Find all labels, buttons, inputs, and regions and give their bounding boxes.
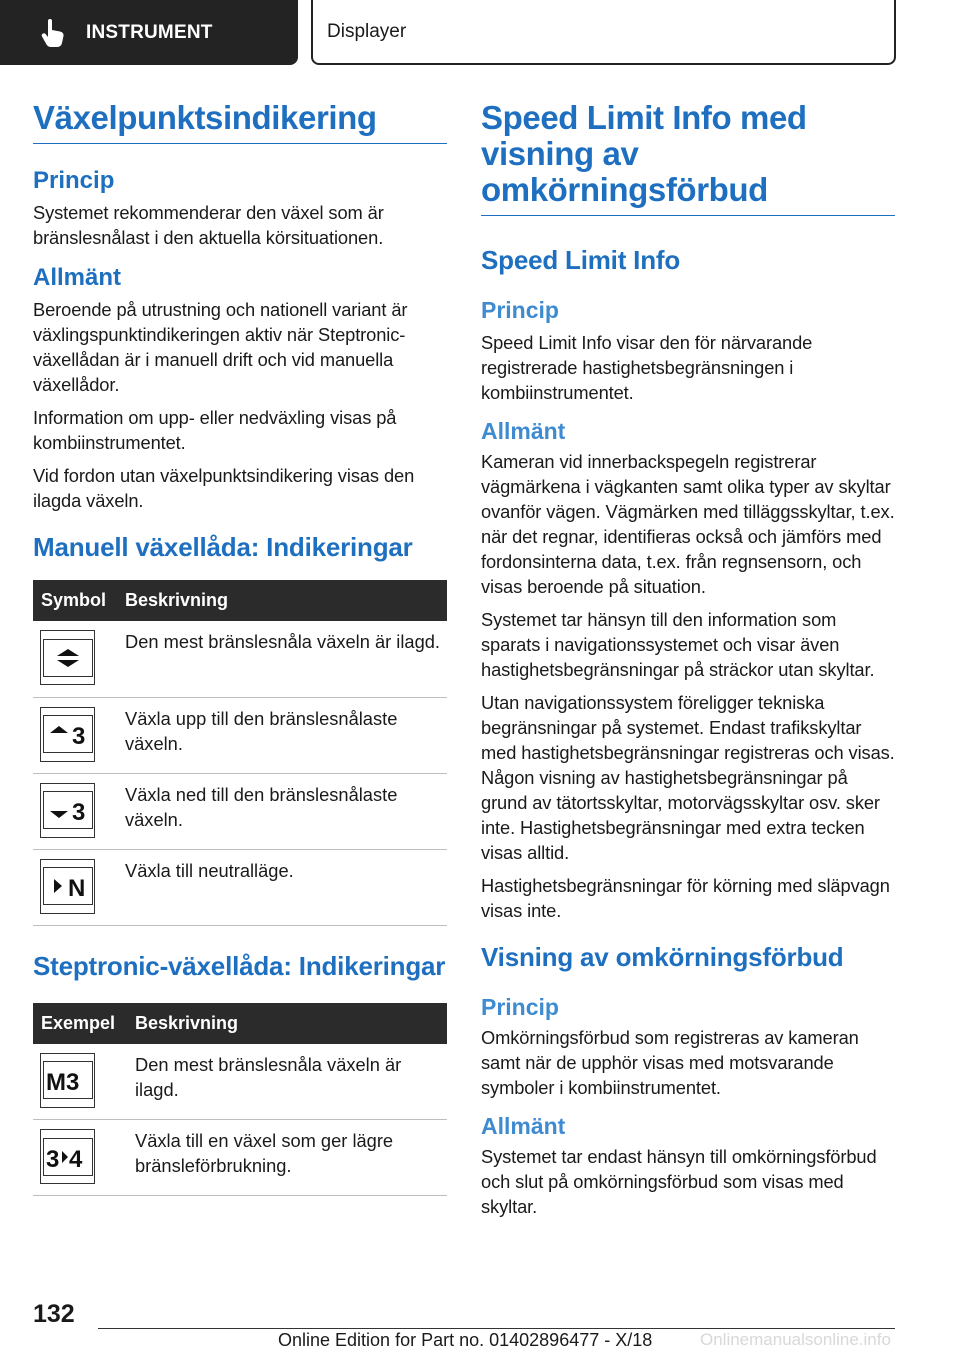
svg-text:4: 4 [68, 1145, 82, 1170]
manual-heading: Manuell växellåda: Indikeringar [33, 532, 413, 562]
sli-allmant-text-4: Hastighetsbegränsningar för körning med släpvagn visas inte. [481, 875, 890, 921]
sli-princip-text: Speed Limit Info visar den för närvarande registrerade hastighetsbegränsningen i kombiinstrumentet. [481, 332, 813, 403]
allmant-text-1: Beroende på utrustning och nationell variant är växlingspunktindikeringen aktiv när Steptronic-växellådan är i manuell drift och vid manuella växellådor. [33, 299, 408, 395]
table-row [33, 849, 447, 925]
ov-allmant-heading: Allmänt [481, 1113, 566, 1139]
shift-neutral-n-icon [40, 859, 95, 914]
footer-divider [98, 1328, 895, 1329]
sli-allmant-text-1: Kameran vid innerbackspegeln registrerar vägmärkena i vägkanten samt olika typer av skyltar ovanför vägen. Vägmärken med tilläggsskyltar, t.ex. när det regnar, identifieras också och jämförs med fordonsinterna data, t.ex. från regnsensorn, och visas beroende på situation. [481, 451, 895, 597]
princip-heading: Princip [33, 167, 115, 194]
page-title-right: Speed Limit Info med visning av omkörningsförbud [481, 100, 895, 216]
allmant-text-3: Vid fordon utan växelpunktsindikering visas den ilagda växeln. [33, 465, 415, 511]
table-cell-text: Den mest bränslesnåla växeln är ilagd. [135, 1044, 447, 1120]
table-row [33, 621, 447, 697]
ov-allmant-text: Systemet tar endast hänsyn till omkörningsförbud och slut på omkörningsförbud som visas med skyltar. [481, 1146, 877, 1217]
gear-m3-icon [40, 1053, 95, 1108]
sli-princip-heading: Princip [481, 297, 559, 323]
table-row [33, 1120, 447, 1196]
princip-text: Systemet rekommenderar den växel som är bränslesnålast i den aktuella körsituationen. [33, 202, 384, 248]
sli-heading: Speed Limit Info [481, 245, 681, 275]
svg-text:3: 3 [45, 1145, 59, 1170]
up-down-arrows-icon [40, 630, 95, 685]
sli-allmant-text-3: Utan navigationssystem föreligger tekniska begränsningar på systemet. Endast trafikskyltar med hastighetsbegränsningar registreras och visas. Någon visning av hastighetsbegränsningar på grund av tätortsskyltar, motorvägsskyltar osv. sker inte. Hastighetsbegränsningar med extra tecken visas alltid. [481, 692, 895, 863]
chapter-label: Displayer [327, 20, 407, 42]
hand-pointer-icon [40, 19, 66, 47]
right-column [481, 100, 895, 1219]
shift-up-3-icon [40, 707, 95, 762]
table-header-description: Beskrivning [125, 580, 447, 621]
sli-allmant-text-2: Systemet tar hänsyn till den information som sparats i navigationssystemet och visar även hastighetsbegränsningar på sträckor utan skyltar. [481, 609, 875, 680]
table-header-example: Exempel [33, 1003, 135, 1044]
section-tab[interactable] [0, 0, 298, 65]
ov-princip-text: Omkörningsförbud som registreras av kameran samt när de upphör visas med motsvarande symboler i kombiinstrumentet. [481, 1027, 859, 1098]
chapter-header [311, 0, 896, 65]
steptronic-heading: Steptronic-växellåda: Indikeringar [33, 950, 446, 981]
page-number: 132 [33, 1300, 75, 1328]
table-header-symbol: Symbol [33, 580, 125, 621]
overtaking-heading: Visning av omkörningsförbud [481, 942, 844, 972]
section-label: INSTRUMENT [86, 21, 213, 43]
table-cell-text: Växla till en växel som ger lägre bränsleförbrukning. [135, 1120, 447, 1196]
manual-indicator-table [33, 580, 447, 926]
table-row [33, 773, 447, 849]
footer-edition: Online Edition for Part no. 01402896477 - X/18 [278, 1330, 653, 1350]
table-cell-text: Växla till neutralläge. [125, 849, 447, 925]
table-row [33, 1044, 447, 1120]
sli-allmant-heading: Allmänt [481, 418, 566, 444]
ov-princip-heading: Princip [481, 994, 559, 1020]
gear-3-to-4-icon [40, 1129, 95, 1184]
svg-text:M3: M3 [45, 1069, 79, 1093]
footer-watermark: Onlinemanualsonline.info [700, 1330, 891, 1349]
steptronic-indicator-table [33, 1003, 447, 1197]
shift-down-3-icon [40, 783, 95, 838]
table-cell-text: Den mest bränslesnåla växeln är ilagd. [125, 621, 447, 697]
table-cell-text: Växla ned till den bränslesnålaste växeln. [125, 773, 447, 849]
svg-text:3: 3 [71, 799, 85, 823]
svg-text:3: 3 [71, 723, 85, 747]
svg-text:N: N [67, 875, 85, 899]
table-cell-text: Växla upp till den bränslesnålaste växeln. [125, 697, 447, 773]
allmant-text-2: Information om upp- eller nedväxling visas på kombiinstrumentet. [33, 407, 397, 453]
allmant-heading: Allmänt [33, 264, 122, 291]
table-header-description: Beskrivning [135, 1003, 447, 1044]
page-title-left: Växelpunktsindikering [33, 100, 447, 144]
table-row [33, 697, 447, 773]
left-column [33, 100, 447, 1196]
